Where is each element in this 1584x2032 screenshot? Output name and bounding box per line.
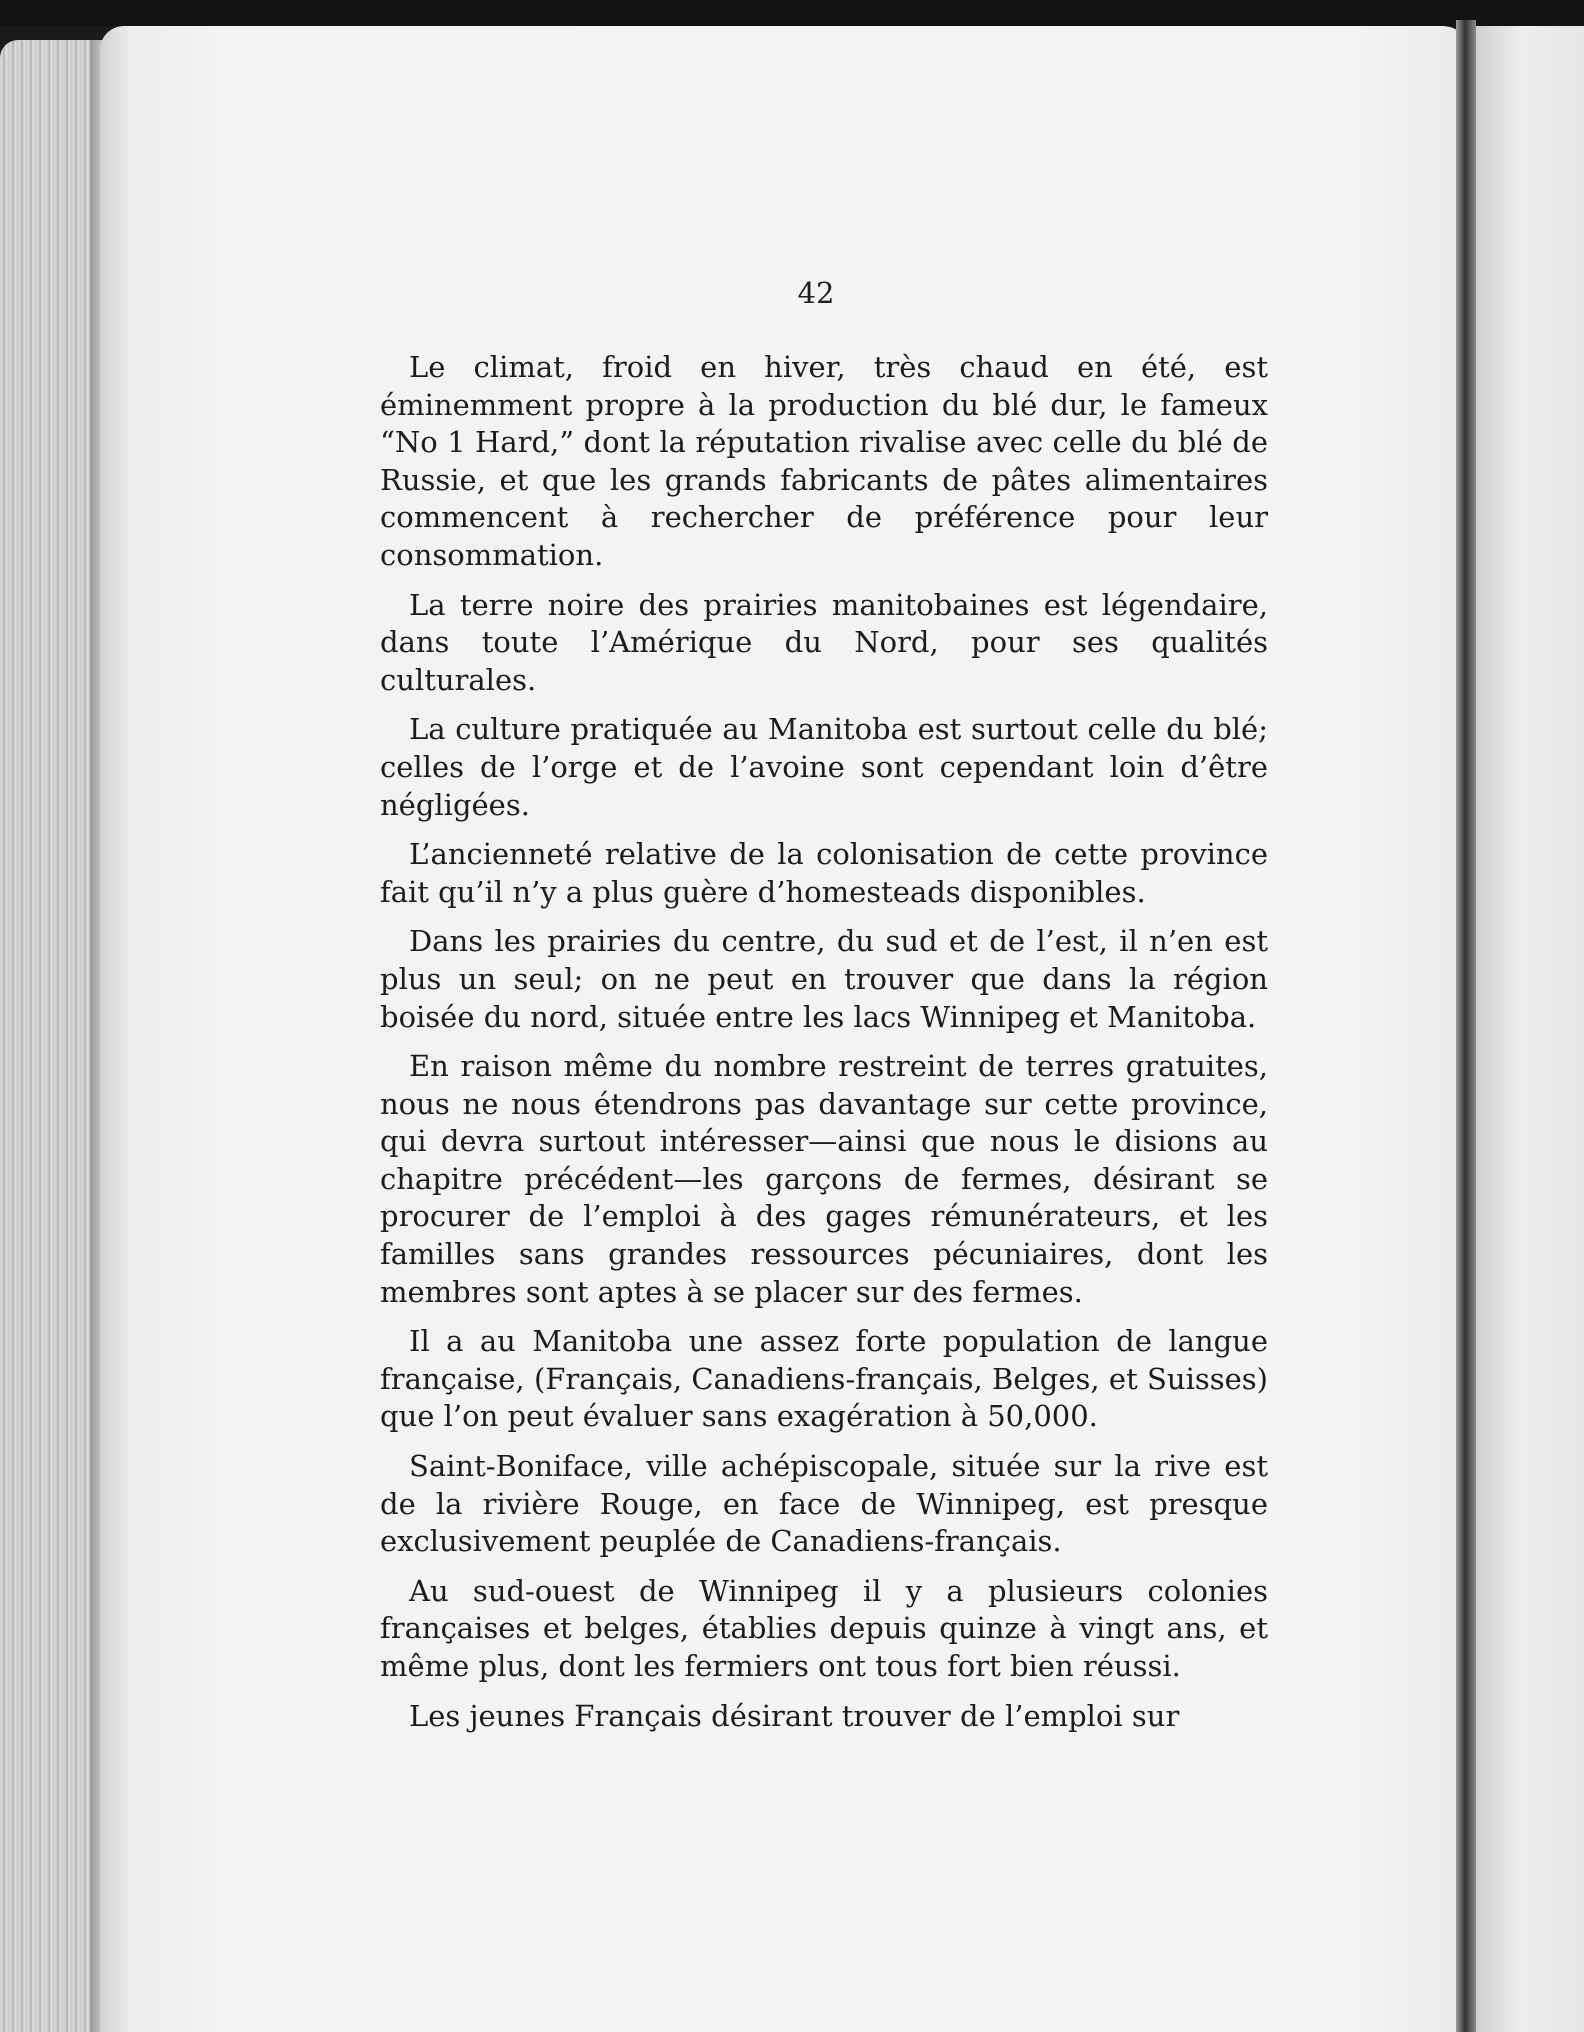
- body-text: [380, 349, 1268, 1735]
- paragraph-free-land: En raison même du nombre restreint de terres gratuites, nous ne nous étendrons pas davantage sur cette province, qui devra surtout intéresser—ainsi que nous le disions au chapitre précédent—les garçons de fermes, désirant se procurer de l’emploi à des gages rémunérateurs, et les familles sans grandes ressources pécuniaires, dont les membres sont aptes à se placer sur des fermes.: [380, 1049, 1268, 1309]
- paragraph-french-population: Il a au Manitoba une assez forte population de langue française, (Français, Canadiens-français, Belges, et Suisses) que l’on peut évaluer sans exagération à 50,000.: [380, 1324, 1268, 1434]
- paragraph-homesteads: L’ancienneté relative de la colonisation de cette province fait qu’il n’y a plus guère d’homesteads disponibles.: [380, 837, 1268, 909]
- book-page-edges: [0, 40, 108, 2032]
- scan-top-edge: [0, 0, 1584, 26]
- paragraph-crops: La culture pratiquée au Manitoba est surtout celle du blé; celles de l’orge et de l’avoine sont cependant loin d’être négligées.: [380, 712, 1268, 822]
- paragraph-saint-boniface: Saint-Boniface, ville achépiscopale, située sur la rive est de la rivière Rouge, en face de Winnipeg, est presque exclusivement peuplée de Canadiens-français.: [380, 1449, 1268, 1559]
- paragraph-climate: Le climat, froid en hiver, très chaud en été, est éminemment propre à la production du blé dur, le fameux “No 1 Hard,” dont la réputation rivalise avec celle du blé de Russie, et que les grands fabricants de pâtes alimentaires commencent à rechercher de préférence pour leur consommation.: [380, 350, 1268, 572]
- book-gutter: [1456, 20, 1476, 2032]
- page-number: 42: [797, 276, 835, 310]
- paragraph-black-soil: La terre noire des prairies manitobaines est légendaire, dans toute l’Amérique du Nord, pour ses qualités culturales.: [380, 587, 1268, 697]
- paragraph-prairies: Dans les prairies du centre, du sud et de l’est, il n’en est plus un seul; on ne peut en trouver que dans la région boisée du nord, située entre les lacs Winnipeg et Manitoba.: [380, 924, 1268, 1034]
- paragraph-young-french: Les jeunes Français désirant trouver de l’emploi sur: [409, 1698, 1180, 1733]
- paragraph-colonies: Au sud-ouest de Winnipeg il y a plusieurs colonies françaises et belges, établies depuis quinze à vingt ans, et même plus, dont les fermiers ont tous fort bien réussi.: [380, 1573, 1268, 1683]
- facing-page-edge: [1476, 26, 1584, 2032]
